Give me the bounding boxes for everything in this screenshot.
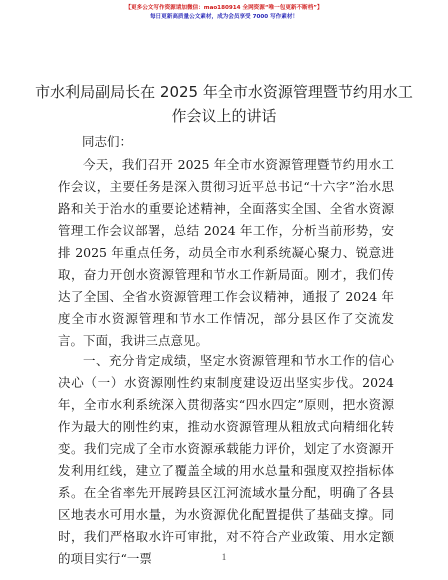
body-text-block-2 [58,350,394,570]
promo-banner-line-2: 每日更新高质量公文素材，成为会员享受 7000 写作素材！ [149,14,299,20]
document-title: 市水利局副局长在 2025 年全市水资源管理暨节约用水工作会议上的讲话 [35,83,413,125]
promo-banner [0,4,448,22]
promo-banner-line-1: 【更多公文写作资源请加微信：mao180914 全网资源“唯一包更新不断档”】 [125,5,323,11]
salutation: 同志们： [82,134,133,149]
paragraph-section-one: 一、充分肯定成绩，坚定水资源管理和节水工作的信心决心（一）水资源刚性约束制度建设迈出坚实步伐。2024 年，全市水利系统深入贯彻落实“四水四定”原则，把水资源作为最大的刚性约束，推动水资源管理从粗放式向精细化转变。我们完成了全市水资源承载能力评价，划定了水资源开发利用红线，建立了覆盖全域的用水总量和强度双控指标体系。在全省率先开展跨县区江河流域水量分配，明确了各县区地表水可用水量，为水资源优化配置提供了基础支撑。同时，我们严格取水许可审批，对不符合产业政策、用水定额的项目实行“一票 [58,353,394,566]
page-number: 1 [221,552,227,562]
body-text-block-1 [58,154,394,352]
paragraph-intro: 今天，我们召开 2025 年全市水资源管理暨节约用水工作会议，主要任务是深入贯彻习近平总书记“十六字”治水思路和关于治水的重要论述精神，全面落实全国、全省水资源管理工作会议部署，总结 2024 年工作，分析当前形势，安排 2025 年重点任务，动员全市水利系统凝心聚力、锐意进取，奋力开创水资源管理和节水工作新局面。刚才，我们传达了全国、全省水资源管理工作会议精神，通报了 2024 年度全市水资源管理和节水工作情况，部分县区作了交流发言。下面，我讲三点意见。 [58,157,394,348]
